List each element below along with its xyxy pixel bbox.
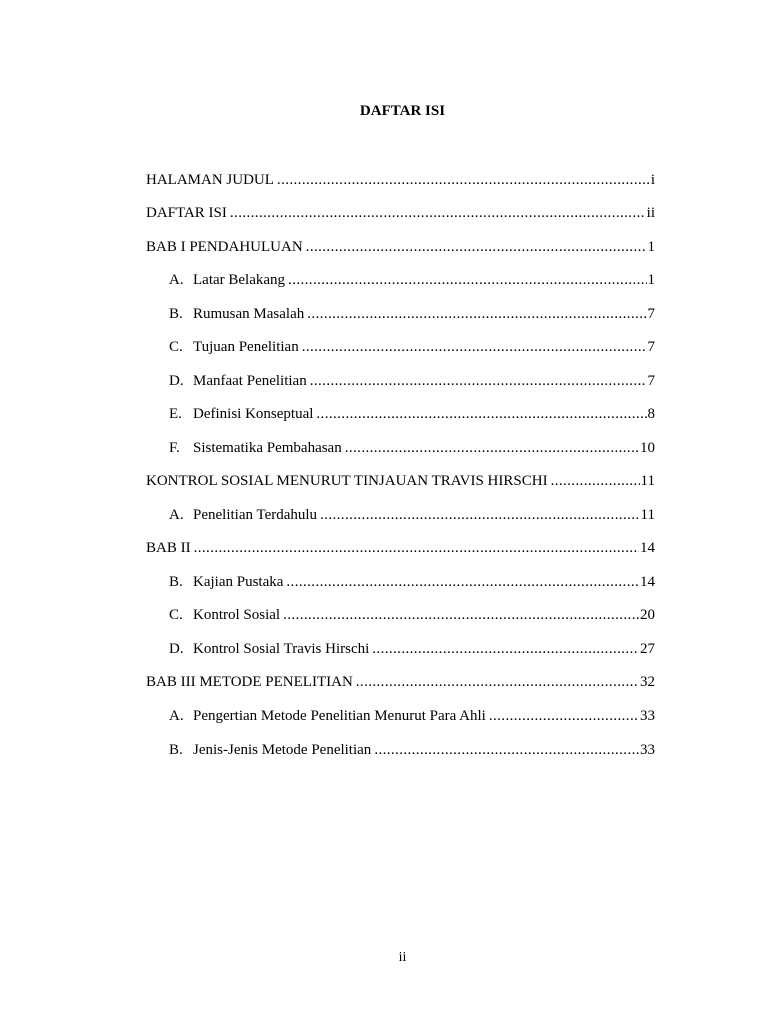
toc-entry-page: 10: [640, 440, 655, 456]
toc-entry-page: 33: [640, 708, 655, 724]
toc-entry-page: i: [650, 172, 655, 188]
toc-entry-page: 20: [640, 607, 655, 623]
toc-leader-dots: [345, 439, 639, 457]
toc-leader-dots: [307, 305, 646, 323]
toc-entry-label: Sistematika Pembahasan: [193, 440, 342, 456]
toc-leader-dots: [277, 171, 650, 189]
toc-subentry[interactable]: [169, 741, 655, 759]
toc-entry-page: 11: [640, 507, 655, 523]
toc-leader-dots: [320, 506, 639, 524]
toc-subentry[interactable]: [169, 338, 655, 356]
toc-entry-marker: B.: [169, 306, 183, 322]
toc-entry-label: BAB III METODE PENELITIAN: [146, 674, 353, 690]
toc-entry-label: BAB I PENDAHULUAN: [146, 239, 303, 255]
toc-leader-dots: [230, 204, 646, 222]
toc-entry-label: KONTROL SOSIAL MENURUT TINJAUAN TRAVIS HIRSCHI: [146, 473, 548, 489]
toc-leader-dots: [551, 472, 640, 490]
page-title: DAFTAR ISI: [359, 103, 446, 119]
toc-subentry[interactable]: [169, 573, 655, 591]
toc-subentry[interactable]: [169, 640, 655, 658]
toc-entry-page: 7: [647, 339, 655, 355]
toc-entry-marker: B.: [169, 742, 183, 758]
toc-subentry[interactable]: [169, 271, 655, 289]
toc-leader-dots: [306, 238, 647, 256]
toc-entry-marker: E.: [169, 406, 182, 422]
toc-entry-marker: F.: [169, 440, 180, 456]
toc-entry-page: 11: [640, 473, 655, 489]
toc-entry-page: 8: [647, 406, 655, 422]
toc-leader-dots: [356, 673, 639, 691]
toc-entry-label: Tujuan Penelitian: [193, 339, 299, 355]
toc-entry-page: 27: [640, 641, 655, 657]
toc-entry-label: Jenis-Jenis Metode Penelitian: [193, 742, 372, 758]
toc-entry-page: 7: [647, 306, 655, 322]
toc-entry-marker: B.: [169, 574, 183, 590]
toc-leader-dots: [310, 372, 647, 390]
toc-leader-dots: [288, 271, 646, 289]
toc-subentry[interactable]: [169, 439, 655, 457]
toc-entry-page: 1: [647, 272, 655, 288]
toc-entry-label: Kontrol Sosial: [193, 607, 281, 623]
toc-entry-label: Pengertian Metode Penelitian Menurut Para Ahli: [193, 708, 486, 724]
toc-leader-dots: [489, 707, 639, 725]
toc-entry-label: BAB II: [146, 540, 191, 556]
toc-entry-label: Manfaat Penelitian: [193, 373, 307, 389]
toc-subentry[interactable]: [169, 707, 655, 725]
toc-entry-page: 14: [640, 574, 655, 590]
toc-entry[interactable]: [146, 171, 655, 189]
toc-entry-marker: D.: [169, 373, 184, 389]
toc-entry-marker: C.: [169, 607, 183, 623]
toc-entry[interactable]: [146, 204, 655, 222]
toc-entry-label: Penelitian Terdahulu: [193, 507, 318, 523]
toc-subentry[interactable]: [169, 405, 655, 423]
toc-entry[interactable]: [146, 238, 655, 256]
toc-entry-page: 14: [640, 540, 655, 556]
toc-entry-label: DAFTAR ISI: [146, 205, 227, 221]
toc-entry-marker: A.: [169, 507, 184, 523]
toc-entry-label: HALAMAN JUDUL: [146, 172, 274, 188]
toc-entry-marker: A.: [169, 708, 184, 724]
toc-entry-page: 7: [647, 373, 655, 389]
toc-entry-page: 33: [640, 742, 655, 758]
toc-leader-dots: [374, 741, 639, 759]
toc-leader-dots: [286, 573, 639, 591]
toc-entry-marker: D.: [169, 641, 184, 657]
page-number: ii: [398, 950, 407, 965]
toc-subentry[interactable]: [169, 506, 655, 524]
toc-leader-dots: [372, 640, 639, 658]
toc-leader-dots: [283, 606, 639, 624]
toc-subentry[interactable]: [169, 606, 655, 624]
toc-leader-dots: [194, 539, 639, 557]
toc-entry-page: 32: [640, 674, 655, 690]
toc-entry-label: Rumusan Masalah: [193, 306, 305, 322]
toc-entry-label: Kajian Pustaka: [193, 574, 284, 590]
toc-entry-marker: C.: [169, 339, 183, 355]
toc-entry-label: Kontrol Sosial Travis Hirschi: [193, 641, 370, 657]
toc-leader-dots: [316, 405, 646, 423]
toc-subentry[interactable]: [169, 372, 655, 390]
toc-entry[interactable]: [146, 472, 655, 490]
toc-entry-page: 1: [647, 239, 655, 255]
toc-entry[interactable]: [146, 673, 655, 691]
toc-entry-marker: A.: [169, 272, 184, 288]
toc-entry-label: Definisi Konseptual: [193, 406, 314, 422]
toc-leader-dots: [302, 338, 647, 356]
toc-entry-label: Latar Belakang: [193, 272, 286, 288]
toc-entry-page: ii: [646, 205, 655, 221]
toc-subentry[interactable]: [169, 305, 655, 323]
toc-entry[interactable]: [146, 539, 655, 557]
